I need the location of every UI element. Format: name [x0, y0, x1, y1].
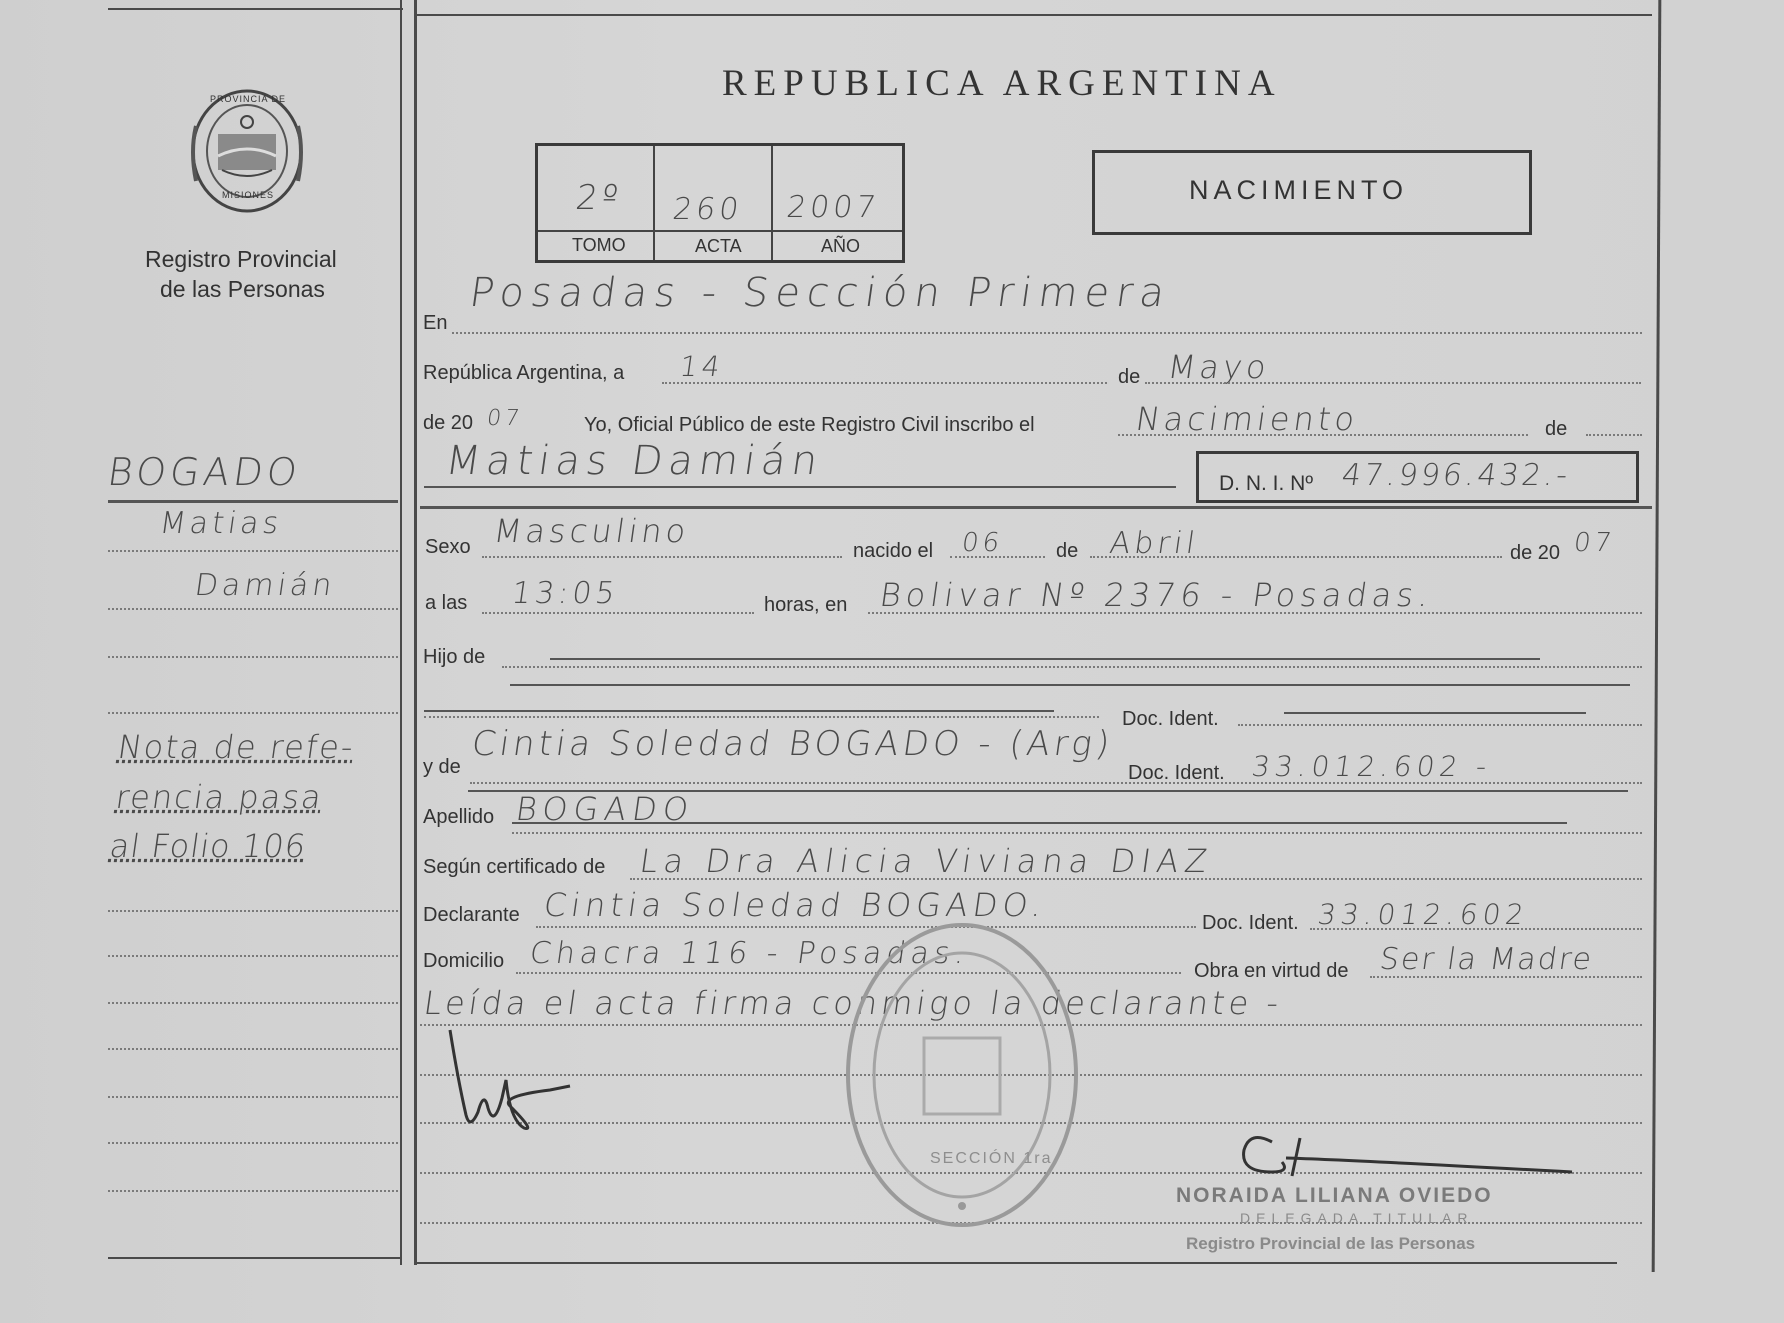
sidebar-given-2: Damián — [192, 568, 338, 603]
sidebar-line-4 — [108, 712, 398, 714]
doc-strike — [1284, 712, 1586, 714]
inscribo-label: Yo, Oficial Público de este Registro Civil inscribo el — [584, 414, 1035, 436]
sidebar-note-1: Nota de refe- — [115, 728, 358, 766]
seal-top-text: PROVINCIA DE — [210, 94, 287, 104]
sidebar-line-3 — [108, 656, 398, 658]
domicilio-value: Chacra 116 - Posadas. — [527, 936, 972, 971]
de3-label: de — [1056, 540, 1079, 562]
birth-month-value: Abril — [1107, 526, 1202, 561]
dni-value: 47.996.432.- — [1339, 458, 1573, 493]
republica-label: República Argentina, a — [423, 362, 625, 384]
sidebar-line-8 — [108, 1048, 398, 1050]
place-value: Bolivar Nº 2376 - Posadas. — [877, 576, 1437, 614]
anio-label: AÑO — [821, 236, 861, 256]
acta-label: ACTA — [695, 236, 742, 256]
de2-label: de — [1545, 418, 1568, 440]
doc2-label: Doc. Ident. — [1128, 762, 1225, 784]
year-prefix: de 20 — [423, 412, 474, 434]
sidebar-line-2 — [108, 608, 398, 610]
sidebar-note-2: rencia pasa — [113, 778, 326, 816]
child-name-line — [424, 486, 1176, 488]
birth-day-value: 06 — [959, 528, 1006, 558]
apellido-value: BOGADO — [513, 790, 697, 828]
apellido-line — [512, 822, 1567, 824]
horas-label: horas, en — [764, 594, 848, 616]
reference-label-row — [538, 230, 902, 232]
top-line-left — [108, 8, 403, 10]
sidebar-line-11 — [108, 1190, 398, 1192]
obra-line — [1370, 976, 1642, 978]
right-border — [1652, 0, 1662, 1272]
official-org: Registro Provincial de las Personas — [1186, 1234, 1476, 1253]
hijo-strike-3 — [424, 710, 1054, 712]
day-line — [662, 382, 1107, 384]
sidebar-surname: BOGADO — [104, 450, 304, 494]
hijo-strike-2 — [510, 684, 1630, 686]
de-label: de — [1118, 366, 1141, 388]
sidebar-line-10 — [108, 1142, 398, 1144]
declarante-value: Cintia Soledad BOGADO. — [541, 886, 1050, 924]
official-name: NORAIDA LILIANA OVIEDO — [1176, 1184, 1493, 1207]
mother-value: Cintia Soledad BOGADO - (Arg) — [469, 724, 1116, 764]
provincial-seal-icon — [188, 86, 306, 216]
en-line — [452, 332, 1642, 334]
sidebar-line-1 — [108, 550, 398, 552]
hijo-label: Hijo de — [423, 646, 486, 668]
official-stamp — [842, 920, 1082, 1230]
sidebar-line-5 — [108, 910, 398, 912]
declarante-doc-value: 33.012.602 — [1315, 898, 1531, 931]
sidebar-given-1: Matias — [157, 506, 285, 541]
hijo-line — [502, 666, 1642, 668]
acta-value: 260 — [670, 192, 745, 227]
obra-value: Ser la Madre — [1377, 942, 1596, 977]
segun-value: La Dra Alicia Viviana DIAZ — [637, 842, 1216, 880]
sexo-line — [482, 556, 842, 558]
birth-month-line — [1090, 556, 1502, 558]
birth-year-value: 07 — [1571, 528, 1618, 558]
month-line — [1145, 382, 1641, 384]
tomo-value: 2º — [573, 178, 625, 218]
anio-value: 2007 — [784, 190, 882, 225]
inscribo-line — [1118, 434, 1528, 436]
sexo-value: Masculino — [491, 512, 693, 550]
month-value: Mayo — [1165, 348, 1273, 386]
seal-bottom-text: MISIONES — [222, 190, 275, 200]
inscribo-value: Nacimiento — [1133, 400, 1361, 438]
birth-day-line — [950, 556, 1045, 558]
sexo-label: Sexo — [425, 536, 471, 558]
record-type-label: NACIMIENTO — [1189, 175, 1409, 205]
dni-box — [1196, 451, 1639, 503]
segun-label: Según certificado de — [423, 856, 606, 878]
doc-line — [1238, 724, 1642, 726]
sidebar-line-7 — [108, 1002, 398, 1004]
hijo-strike — [550, 658, 1540, 660]
day-value: 14 — [677, 350, 726, 383]
obra-label: Obra en virtud de — [1194, 960, 1349, 982]
de2-line — [1586, 434, 1642, 436]
bottom-line-right — [417, 1262, 1617, 1264]
mother-doc-value: 33.012.602 - — [1249, 750, 1494, 783]
dni-label: D. N. I. Nº — [1219, 472, 1314, 495]
sidebar-surname-line — [108, 500, 398, 503]
place-line — [868, 612, 1642, 614]
sidebar-line-9 — [108, 1096, 398, 1098]
left-border — [400, 0, 402, 1265]
tomo-label: TOMO — [572, 235, 626, 255]
domicilio-label: Domicilio — [423, 950, 505, 972]
official-title: DELEGADA TITULAR — [1240, 1210, 1474, 1226]
declarante-doc-line — [1310, 928, 1642, 930]
doc-label: Doc. Ident. — [1122, 708, 1219, 730]
en-value: Posadas - Sección Primera — [466, 270, 1175, 316]
time-value: 13:05 — [509, 576, 621, 611]
sidebar-line-6 — [108, 955, 398, 957]
de20-label: de 20 — [1510, 542, 1561, 564]
apellido-line-2 — [512, 832, 1642, 834]
record-type-box — [1092, 150, 1532, 235]
declarante-label: Declarante — [423, 904, 520, 926]
reference-table — [535, 143, 905, 263]
yde-label: y de — [423, 756, 461, 778]
divider-line — [420, 506, 1652, 509]
alas-label: a las — [425, 592, 468, 614]
year-value: 07 — [485, 406, 525, 431]
bottom-line-left — [108, 1257, 400, 1259]
hijo-line-2 — [424, 716, 1099, 718]
en-label: En — [423, 312, 448, 334]
sidebar-note-3: al Folio 106 — [107, 827, 309, 865]
closing-text: Leída el acta firma conmigo la declarante - — [421, 984, 1285, 1022]
stamp-text: SECCIÓN 1ra — [930, 1150, 1053, 1167]
nacido-label: nacido el — [853, 540, 934, 562]
apellido-label: Apellido — [423, 806, 495, 828]
doc3-label: Doc. Ident. — [1202, 912, 1299, 934]
child-name-value: Matias Damián — [442, 438, 827, 484]
declarant-signature — [440, 1020, 580, 1140]
registry-name-line1: Registro Provincial — [145, 246, 337, 272]
segun-line — [630, 878, 1642, 880]
mother-line — [470, 782, 1642, 784]
time-line — [482, 612, 754, 614]
column-divider — [414, 0, 417, 1265]
top-line-right — [417, 14, 1652, 16]
country-title: REPUBLICA ARGENTINA — [722, 63, 1282, 104]
registry-name-line2: de las Personas — [160, 276, 325, 302]
